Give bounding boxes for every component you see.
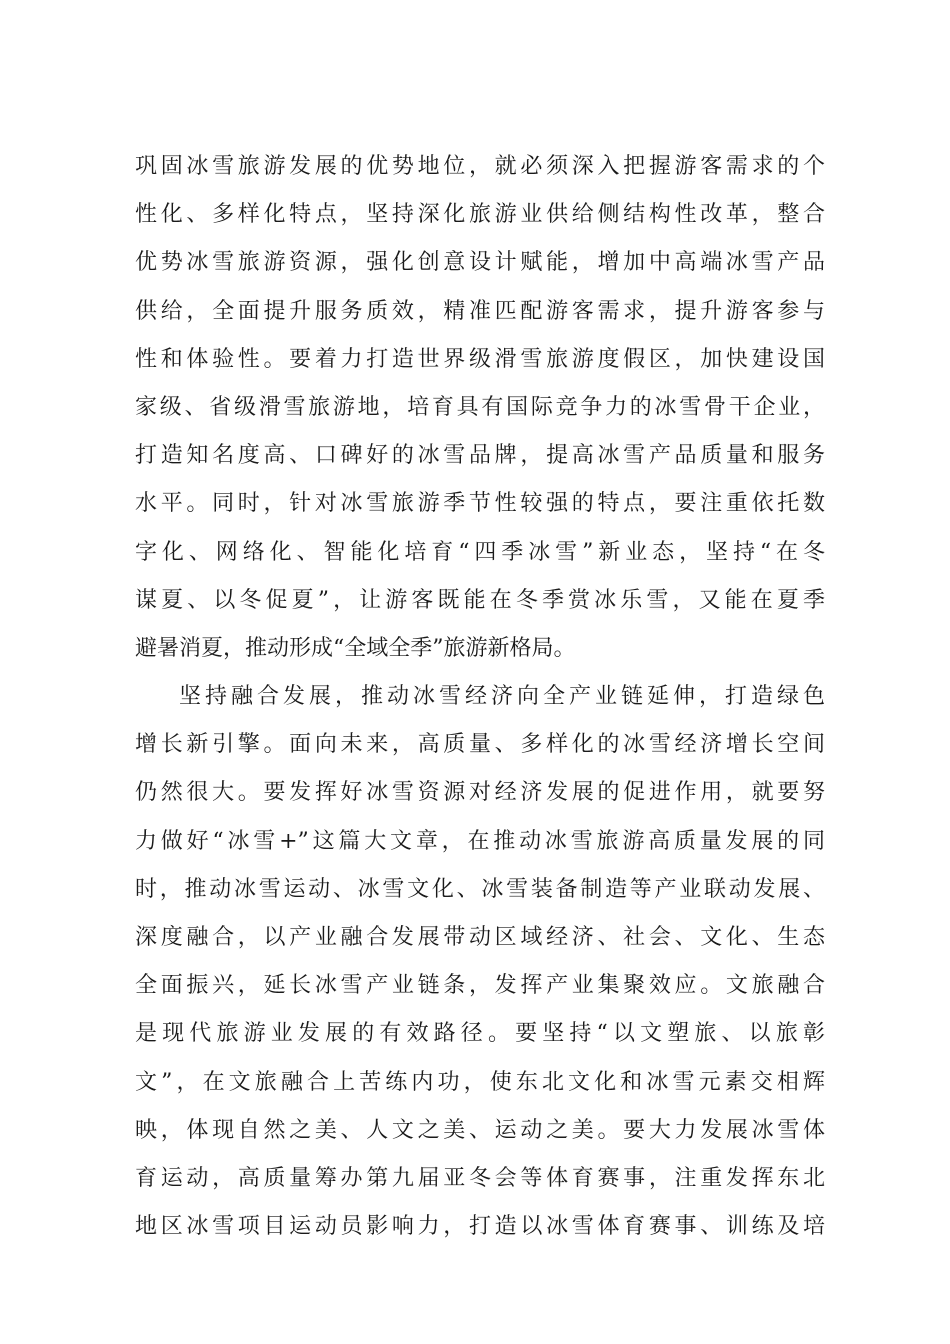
text-line: 深度融合，以产业融合发展带动区域经济、社会、文化、生态 xyxy=(135,925,825,950)
text-line: 字化、网络化、智能化培育“四季冰雪”新业态，坚持“在冬 xyxy=(135,539,825,565)
text-line: 地区冰雪项目运动员影响力，打造以冰雪体育赛事、训练及培 xyxy=(135,1214,825,1240)
text-line: 避暑消夏，推动形成“全域全季”旅游新格局。 xyxy=(135,635,576,661)
text-line: 谋夏、以冬促夏”，让游客既能在冬季赏冰乐雪，又能在夏季 xyxy=(135,587,825,613)
paragraph-2 xyxy=(135,673,825,1251)
body-text xyxy=(135,143,825,1251)
text-line: 坚持融合发展，推动冰雪经济向全产业链延伸，打造绿色 xyxy=(179,684,825,710)
text-line: 力做好“冰雪+”这篇大文章，在推动冰雪旅游高质量发展的同 xyxy=(135,828,825,854)
text-line: 仍然很大。要发挥好冰雪资源对经济发展的促进作用，就要努 xyxy=(135,780,825,806)
text-line: 优势冰雪旅游资源，强化创意设计赋能，增加中高端冰雪产品 xyxy=(135,250,825,276)
text-line: 增长新引擎。面向未来，高质量、多样化的冰雪经济增长空间 xyxy=(135,732,825,758)
text-line: 性和体验性。要着力打造世界级滑雪旅游度假区，加快建设国 xyxy=(135,346,825,372)
text-line: 时，推动冰雪运动、冰雪文化、冰雪装备制造等产业联动发展、 xyxy=(135,876,825,902)
text-line: 供给，全面提升服务质效，精准匹配游客需求，提升游客参与 xyxy=(135,298,825,324)
text-line: 育运动，高质量筹办第九届亚冬会等体育赛事，注重发挥东北 xyxy=(135,1165,825,1191)
text-line: 性化、多样化特点，坚持深化旅游业供给侧结构性改革，整合 xyxy=(135,202,825,228)
text-line: 巩固冰雪旅游发展的优势地位，就必须深入把握游客需求的个 xyxy=(135,154,825,179)
text-line: 水平。同时，针对冰雪旅游季节性较强的特点，要注重依托数 xyxy=(135,491,825,517)
text-line: 文”，在文旅融合上苦练内功，使东北文化和冰雪元素交相辉 xyxy=(135,1069,825,1095)
paragraph-1 xyxy=(135,143,825,673)
text-line: 全面振兴，延长冰雪产业链条，发挥产业集聚效应。文旅融合 xyxy=(135,973,825,999)
text-line: 映，体现自然之美、人文之美、运动之美。要大力发展冰雪体 xyxy=(135,1117,825,1143)
text-line: 家级、省级滑雪旅游地，培育具有国际竞争力的冰雪骨干企业， xyxy=(135,394,825,420)
text-line: 是现代旅游业发展的有效路径。要坚持“以文塑旅、以旅彰 xyxy=(135,1021,825,1047)
text-line: 打造知名度高、口碑好的冰雪品牌，提高冰雪产品质量和服务 xyxy=(135,443,825,469)
